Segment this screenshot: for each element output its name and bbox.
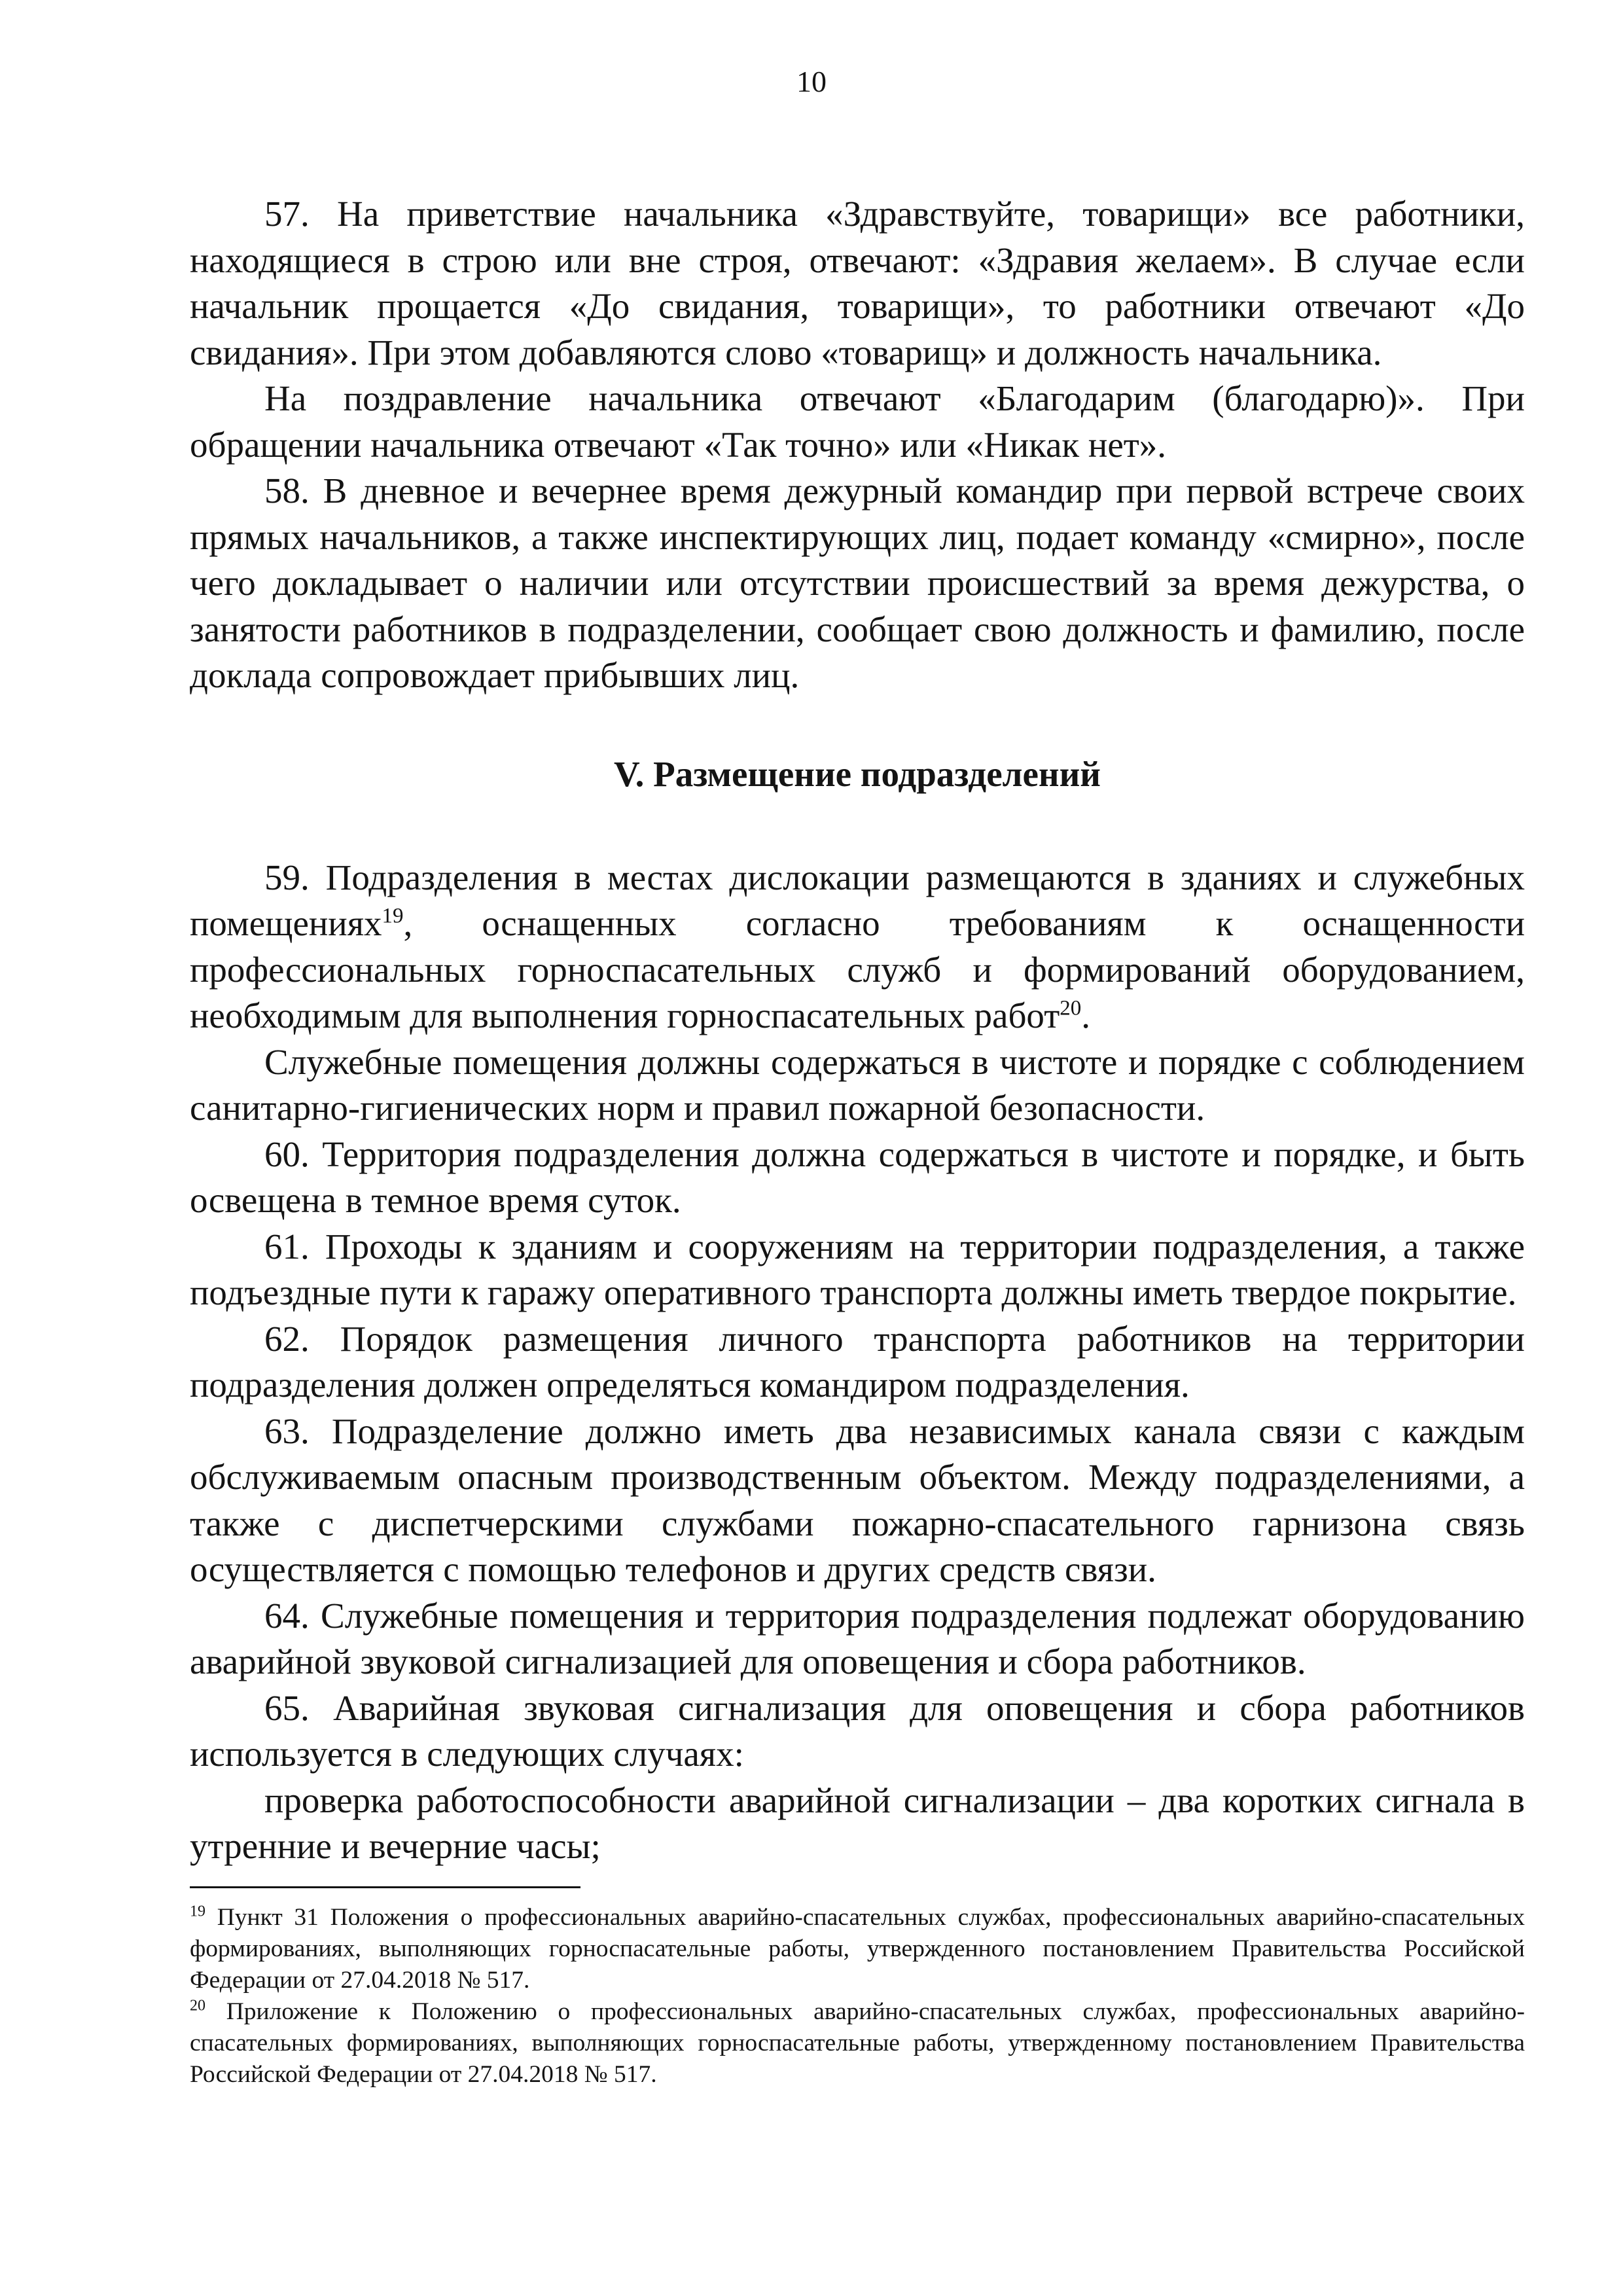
footnote-19: [190, 1902, 1525, 1996]
paragraph-62: 62. Порядок размещения личного транспорта работников на территории подразделения должен определяться командиром подразделения.: [190, 1318, 1525, 1405]
section-heading: V. Размещение подразделений: [613, 753, 1101, 794]
paragraph-65-item: проверка работоспособности аварийной сигнализации – два коротких сигнала в утренние и вечерние часы;: [190, 1780, 1525, 1866]
paragraph-65: 65. Аварийная звуковая сигнализация для оповещения и сбора работников используется в следующих случаях:: [190, 1687, 1525, 1774]
paragraph-59: [190, 855, 1525, 1039]
footnotes: [190, 1902, 1525, 2090]
paragraph-59-premises: Служебные помещения должны содержаться в чистоте и порядке с соблюдением санитарно-гигиенических норм и правил пожарной безопасности.: [190, 1041, 1525, 1128]
footnote-20: [190, 1996, 1525, 2090]
page-number: 10: [796, 65, 827, 98]
paragraph-59-text-3: .: [1081, 996, 1090, 1035]
document-body: [190, 191, 1525, 1870]
footnote-text: Приложение к Положению о профессиональных аварийно-спасательных службах, профессиональных аварийно-спасательных формированиях, выполняющих горноспасательные работы, утвержденному постановлением Правительства Российской Федерации от 27.04.2018 № 517.: [190, 1998, 1525, 2088]
paragraph-63: 63. Подразделение должно иметь два независимых канала связи с каждым обслуживаемым опасным производственным объектом. Между подразделениями, а также с диспетчерскими службами пожарно-спасательного гарнизона связь осуществляется с помощью телефонов и других средств связи.: [190, 1410, 1525, 1589]
paragraph-58: 58. В дневное и вечернее время дежурный командир при первой встрече своих прямых начальников, а также инспектирующих лиц, подает команду «смирно», после чего докладывает о наличии или отсутствии происшествий за время дежурства, о занятости работников в подразделении, сообщает свою должность и фамилию, после доклада сопровождает прибывших лиц.: [190, 471, 1525, 695]
paragraph-57-greeting: На поздравление начальника отвечают «Благодарим (благодарю)». При обращении начальника отвечают «Так точно» или «Никак нет».: [190, 378, 1525, 465]
spacer: [190, 699, 1525, 751]
footnote-ref-20: 20: [1060, 996, 1082, 1020]
footnote-separator: [190, 1886, 580, 1888]
paragraph-59-text-2: , оснащенных согласно требованиям к оснащенности профессиональных горноспасательных служб и формирований оборудованием, необходимым для выполнения горноспасательных работ: [190, 903, 1525, 1035]
paragraph-57: 57. На приветствие начальника «Здравствуйте, товарищи» все работники, находящиеся в строю или вне строя, отвечают: «Здравия желаем». В случае если начальник прощается «До свидания, товарищи», то работники отвечают «До свидания». При этом добавляются слово «товарищ» и должность начальника.: [190, 194, 1525, 372]
footnote-ref-19: 19: [382, 904, 404, 928]
paragraph-59-text-1: 59. Подразделения в местах дислокации размещаются в зданиях и служебных помещениях: [190, 857, 1525, 943]
paragraph-60: 60. Территория подразделения должна содержаться в чистоте и порядке, и быть освещена в темное время суток.: [190, 1134, 1525, 1220]
footnote-mark: 20: [190, 1997, 205, 2015]
spacer: [190, 797, 1525, 855]
paragraph-64: 64. Служебные помещения и территория подразделения подлежат оборудованию аварийной звуковой сигнализацией для оповещения и сбора работников.: [190, 1595, 1525, 1681]
footnote-text: Пункт 31 Положения о профессиональных аварийно-спасательных службах, профессиональных аварийно-спасательных формированиях, выполняющих горноспасательные работы, утвержденного постановлением Правительства Российской Федерации от 27.04.2018 № 517.: [190, 1904, 1525, 1994]
paragraph-61: 61. Проходы к зданиям и сооружениям на территории подразделения, а также подъездные пути к гаражу оперативного транспорта должны иметь твердое покрытие.: [190, 1226, 1525, 1312]
footnote-mark: 19: [190, 1903, 205, 1920]
